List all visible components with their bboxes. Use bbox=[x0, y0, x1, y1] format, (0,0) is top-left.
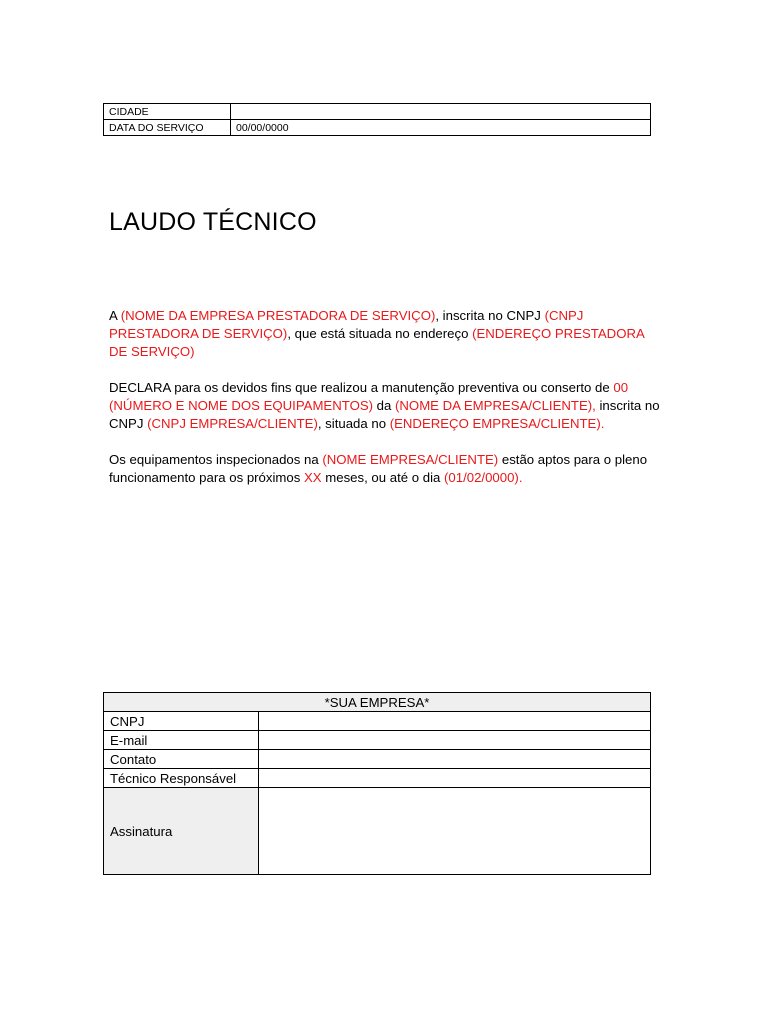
tecnico-label: Técnico Responsável bbox=[104, 769, 259, 788]
text-segment: da bbox=[373, 398, 396, 413]
table-row bbox=[104, 712, 651, 731]
text-segment: , inscrita no CNPJ bbox=[435, 308, 545, 323]
cidade-label: CIDADE bbox=[104, 104, 231, 120]
contato-label: Contato bbox=[104, 750, 259, 769]
email-value[interactable] bbox=[259, 731, 651, 750]
table-header-row bbox=[104, 693, 651, 712]
cidade-value[interactable] bbox=[231, 104, 651, 120]
paragraph-declaration bbox=[109, 379, 661, 433]
placeholder-date: (01/02/0000). bbox=[444, 470, 523, 485]
placeholder-client-cnpj: (CNPJ EMPRESA/CLIENTE) bbox=[147, 416, 318, 431]
text-segment: inscrita no CNPJ bbox=[109, 398, 660, 431]
text-segment: , que está situada no endereço bbox=[287, 326, 473, 341]
service-info-table bbox=[103, 103, 651, 136]
table-row bbox=[104, 788, 651, 875]
assinatura-label: Assinatura bbox=[104, 788, 259, 875]
placeholder-company-name: (NOME DA EMPRESA PRESTADORA DE SERVIÇO) bbox=[120, 308, 436, 323]
table-row bbox=[104, 769, 651, 788]
company-header: *SUA EMPRESA* bbox=[104, 693, 651, 712]
document-title: LAUDO TÉCNICO bbox=[109, 208, 317, 236]
placeholder-months: XX bbox=[304, 470, 322, 485]
placeholder-client-name: (NOME EMPRESA/CLIENTE) bbox=[322, 452, 499, 467]
placeholder-client-address: (ENDEREÇO EMPRESA/CLIENTE). bbox=[389, 416, 605, 431]
placeholder-equipment: 00 (NÚMERO E NOME DOS EQUIPAMENTOS) bbox=[109, 380, 629, 413]
table-row bbox=[104, 120, 651, 136]
paragraph-validity bbox=[109, 451, 661, 487]
text-segment: meses, ou até o dia bbox=[321, 470, 445, 485]
text-segment: estão aptos para o pleno funcionamento para os próximos bbox=[109, 452, 648, 485]
paragraph-company-intro bbox=[109, 307, 661, 361]
company-info-table bbox=[103, 692, 651, 875]
table-row bbox=[104, 750, 651, 769]
text-segment: , situada no bbox=[317, 416, 390, 431]
table-row bbox=[104, 731, 651, 750]
placeholder-company-address: (ENDEREÇO PRESTADORA DE SERVIÇO) bbox=[109, 326, 645, 359]
email-label: E-mail bbox=[104, 731, 259, 750]
placeholder-client-name: (NOME DA EMPRESA/CLIENTE), bbox=[395, 398, 596, 413]
cnpj-label: CNPJ bbox=[104, 712, 259, 731]
signature-field[interactable] bbox=[259, 788, 651, 875]
text-segment: DECLARA para os devidos fins que realizou a manutenção preventiva ou conserto de bbox=[109, 380, 614, 395]
text-segment: A bbox=[109, 308, 121, 323]
contato-value[interactable] bbox=[259, 750, 651, 769]
data-servico-value[interactable]: 00/00/0000 bbox=[231, 120, 651, 136]
placeholder-company-cnpj: (CNPJ PRESTADORA DE SERVIÇO) bbox=[109, 308, 584, 341]
cnpj-value[interactable] bbox=[259, 712, 651, 731]
table-row bbox=[104, 104, 651, 120]
text-segment: Os equipamentos inspecionados na bbox=[109, 452, 323, 467]
tecnico-value[interactable] bbox=[259, 769, 651, 788]
data-servico-label: DATA DO SERVIÇO bbox=[104, 120, 231, 136]
